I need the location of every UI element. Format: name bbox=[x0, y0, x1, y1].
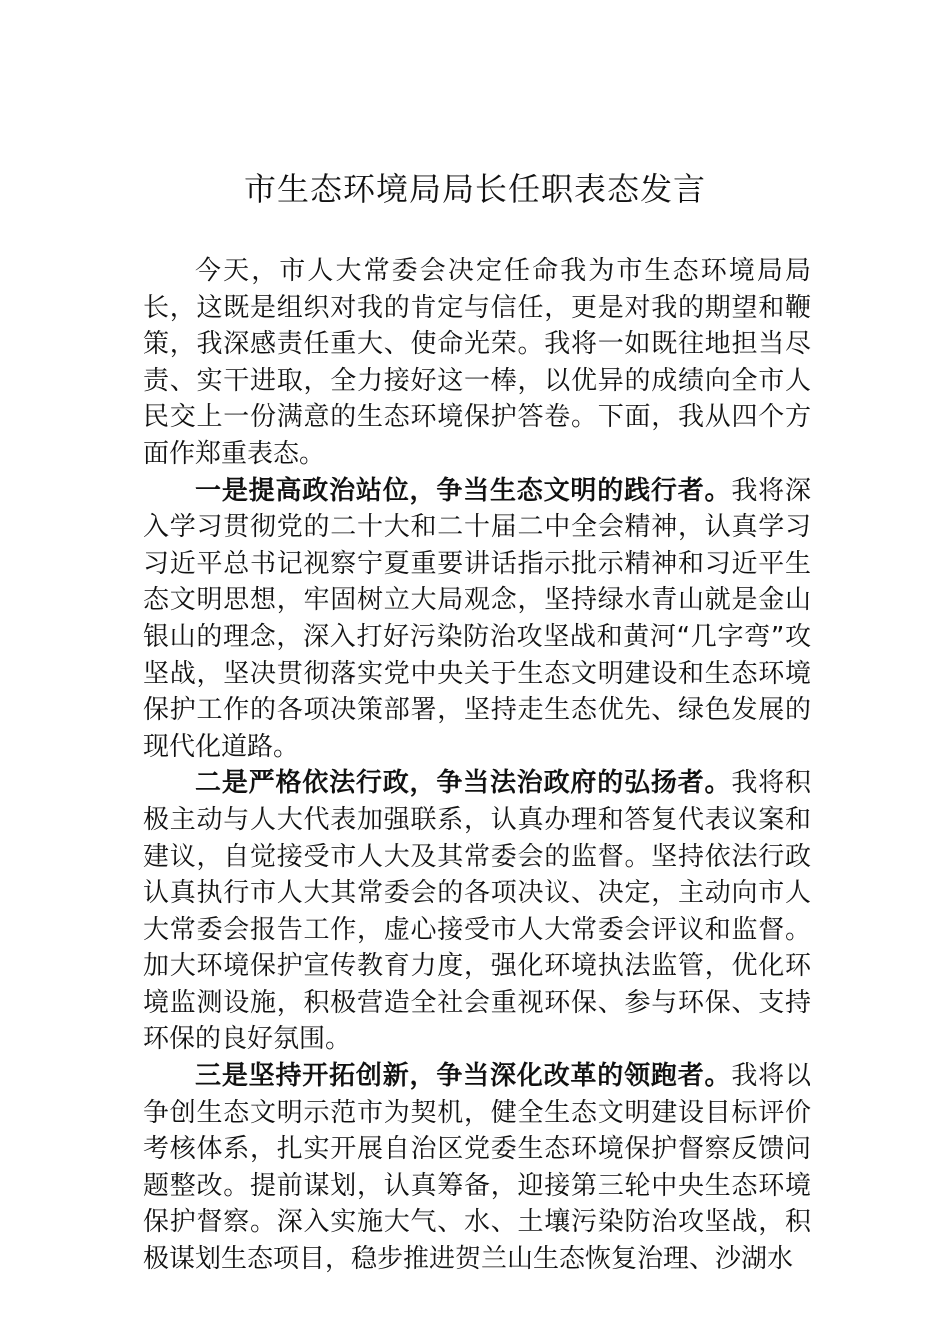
paragraph-lead: 二是严格依法行政，争当法治政府的弘扬者。 bbox=[195, 768, 732, 799]
paragraph-text: 我将以争创生态文明示范市为契机，健全生态文明建设目标评价考核体系，扎实开展自治区党委生态环境保护督察反馈问题整改。提前谋划，认真筹备，迎接第三轮中央生态环境保护督察。深入实施大气、水、土壤污染防治攻坚战，积极谋划生态项目，稳步推进贺兰山生态恢复治理、沙湖水 bbox=[143, 1061, 811, 1275]
paragraph-text: 我将深入学习贯彻党的二十大和二十届二中全会精神，认真学习习近平总书记视察宁夏重要讲话指示批示精神和习近平生态文明思想，牢固树立大局观念，坚持绿水青山就是金山银山的理念，深入打好污染防治攻坚战和黄河“几字弯”攻坚战，坚决贯彻落实党中央关于生态文明建设和生态环境保护工作的各项决策部署，坚持走生态优先、绿色发展的现代化道路。 bbox=[143, 475, 811, 762]
paragraph-lead: 三是坚持开拓创新，争当深化改革的领跑者。 bbox=[195, 1061, 732, 1092]
paragraph-lead: 一是提高政治站位，争当生态文明的践行者。 bbox=[195, 475, 732, 506]
paragraph-text: 今天，市人大常委会决定任命我为市生态环境局局长，这既是组织对我的肯定与信任，更是对我的期望和鞭策，我深感责任重大、使命光荣。我将一如既往地担当尽责、实干进取，全力接好这一棒，以优异的成绩向全市人民交上一份满意的生态环境保护答卷。下面，我从四个方面作郑重表态。 bbox=[143, 256, 811, 469]
paragraph-point-two bbox=[143, 765, 811, 1058]
paragraph-intro bbox=[143, 253, 811, 473]
document-body bbox=[143, 253, 811, 1278]
paragraph-point-one bbox=[143, 473, 811, 766]
document-title: 市生态环境局局长任职表态发言 bbox=[243, 170, 706, 208]
paragraph-point-three bbox=[143, 1058, 811, 1278]
paragraph-text: 我将积极主动与人大代表加强联系，认真办理和答复代表议案和建议，自觉接受市人大及其常委会的监督。坚持依法行政认真执行市人大其常委会的各项决议、决定，主动向市人大常委会报告工作，虚心接受市人大常委会评议和监督。加大环境保护宣传教育力度，强化环境执法监管，优化环境监测设施，积极营造全社会重视环保、参与环保、支持环保的良好氛围。 bbox=[143, 768, 811, 1055]
